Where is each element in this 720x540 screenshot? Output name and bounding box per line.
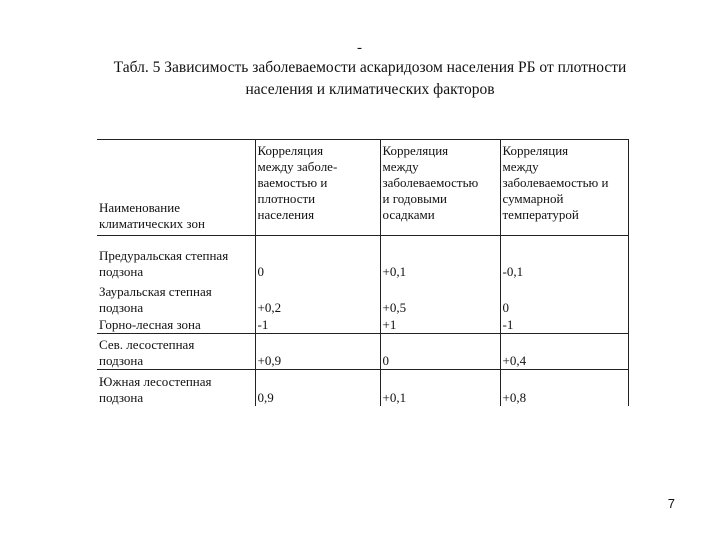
table-row: [97, 334, 628, 370]
row-temp: +0,8: [500, 370, 628, 406]
row-zone: Зауральская степная подзона: [99, 283, 212, 315]
header-density: Корреляция между заболе- ваемостью и плотности населения: [255, 140, 380, 236]
row-temp: +0,4: [500, 334, 628, 370]
row-precip: +1: [380, 316, 500, 334]
row-zone: Южная лесостепная подзона: [99, 373, 212, 405]
row-temp: 0: [500, 280, 628, 316]
row-zone: Сев. лесостепная подзона: [97, 334, 255, 370]
row-precip: +0,5: [380, 280, 500, 316]
table-row: [97, 370, 628, 406]
row-precip: 0: [380, 334, 500, 370]
row-density: +0,9: [255, 334, 380, 370]
row-temp: -1: [500, 316, 628, 334]
row-density: +0,2: [255, 280, 380, 316]
table-row: [97, 316, 628, 334]
table-caption: [40, 57, 700, 101]
row-density: 0: [255, 236, 380, 280]
header-temp: Корреляция между заболеваемостью и суммарной температурой: [500, 140, 628, 236]
correlation-table: [97, 139, 629, 406]
table-header-row: [97, 140, 628, 236]
row-precip: +0,1: [380, 236, 500, 280]
header-mark: -: [357, 40, 362, 56]
row-zone: Предуральская степная подзона: [99, 247, 229, 279]
table-row: [97, 280, 628, 316]
row-density: 0,9: [255, 370, 380, 406]
row-precip: +0,1: [380, 370, 500, 406]
page-number: 7: [667, 496, 675, 511]
table-row: [97, 236, 628, 280]
caption-line-2: населения и климатических факторов: [245, 81, 495, 98]
row-zone: Горно-лесная зона: [97, 316, 255, 334]
caption-line-1: Табл. 5 Зависимость заболеваемости аскаридозом населения РБ от плотности: [113, 59, 627, 76]
header-zone: Наименование климатических зон: [97, 140, 255, 236]
row-temp: -0,1: [500, 236, 628, 280]
row-density: -1: [255, 316, 380, 334]
header-precip: Корреляция между заболеваемостью и годовыми осадками: [380, 140, 500, 236]
